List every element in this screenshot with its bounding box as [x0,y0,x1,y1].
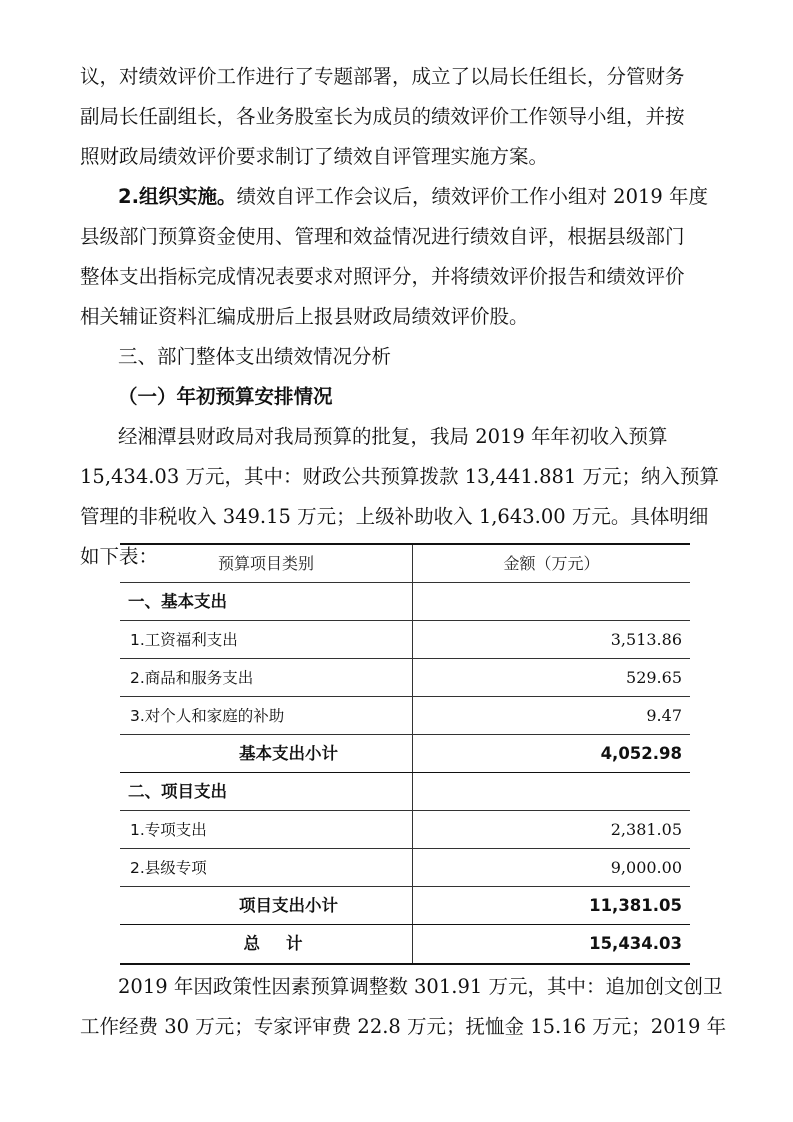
paragraph-line: 副局长任副组长，各业务股室长为成员的绩效评价工作领导小组，并按 [80,105,685,128]
row-label: 项目支出小计 [239,896,338,915]
table-row [120,621,690,659]
paragraph-line: 工作经费 30 万元；专家评审费 22.8 万元；抚恤金 15.16 万元；2019 年 [80,1015,727,1038]
row-value: 11,381.05 [412,887,690,924]
row-value: 9.47 [412,697,690,734]
paragraph-line: 照财政局绩效评价要求制订了绩效自评管理实施方案。 [80,145,549,168]
paragraph-line: 议，对绩效评价工作进行了专题部署，成立了以局长任组长，分管财务 [80,65,685,88]
row-value [412,583,690,620]
row-label: 1.工资福利支出 [130,631,238,649]
row-label: 3.对个人和家庭的补助 [130,707,285,725]
row-label: 2.商品和服务支出 [130,669,254,687]
row-value: 15,434.03 [412,925,690,963]
row-value: 3,513.86 [412,621,690,658]
paragraph-line: 15,434.03 万元，其中：财政公共预算拨款 13,441.881 万元；纳入预算 [80,465,719,488]
table-subtotal-row [120,735,690,773]
table-header-row [120,545,690,583]
paragraph-line: 经湘潭县财政局对我局预算的批复，我局 2019 年年初收入预算 [118,425,668,448]
table-row [120,697,690,735]
row-value: 9,000.00 [412,849,690,886]
paragraph-line: 管理的非税收入 349.15 万元；上级补助收入 1,643.00 万元。具体明细 [80,505,709,528]
table-row [120,849,690,887]
row-label: 1.专项支出 [130,821,207,839]
table-row [120,659,690,697]
table-header-category: 预算项目类别 [217,554,314,573]
paragraph-line: 县级部门预算资金使用、管理和效益情况进行绩效自评，根据县级部门 [80,225,685,248]
section-heading: 三、部门整体支出绩效情况分析 [118,345,392,368]
table-row [120,773,690,811]
row-label: 一、基本支出 [128,592,227,611]
table-header-amount: 金额（万元） [412,545,690,582]
paragraph-lead: 2.组织实施。 [118,185,237,208]
paragraph-line: 整体支出指标完成情况表要求对照评分，并将绩效评价报告和绩效评价 [80,265,685,288]
row-value: 529.65 [412,659,690,696]
table-row [120,811,690,849]
table-total-row [120,925,690,963]
paragraph-text: 绩效自评工作会议后，绩效评价工作小组对 2019 年度 [236,185,709,208]
subsection-heading: （一）年初预算安排情况 [118,385,333,408]
paragraph-line: 如下表： [80,545,159,568]
table-row [120,583,690,621]
row-value: 4,052.98 [412,735,690,772]
budget-table [120,543,690,965]
row-value: 2,381.05 [412,811,690,848]
row-value [412,773,690,810]
table-subtotal-row [120,887,690,925]
paragraph-line [118,182,740,212]
row-label: 总计 [243,934,329,953]
paragraph-line: 2019 年因政策性因素预算调整数 301.91 万元，其中：追加创文创卫 [118,975,723,998]
paragraph-line: 相关辅证资料汇编成册后上报县财政局绩效评价股。 [80,305,529,328]
row-label: 基本支出小计 [239,744,338,763]
row-label: 2.县级专项 [130,859,207,877]
row-label: 二、项目支出 [128,782,227,801]
